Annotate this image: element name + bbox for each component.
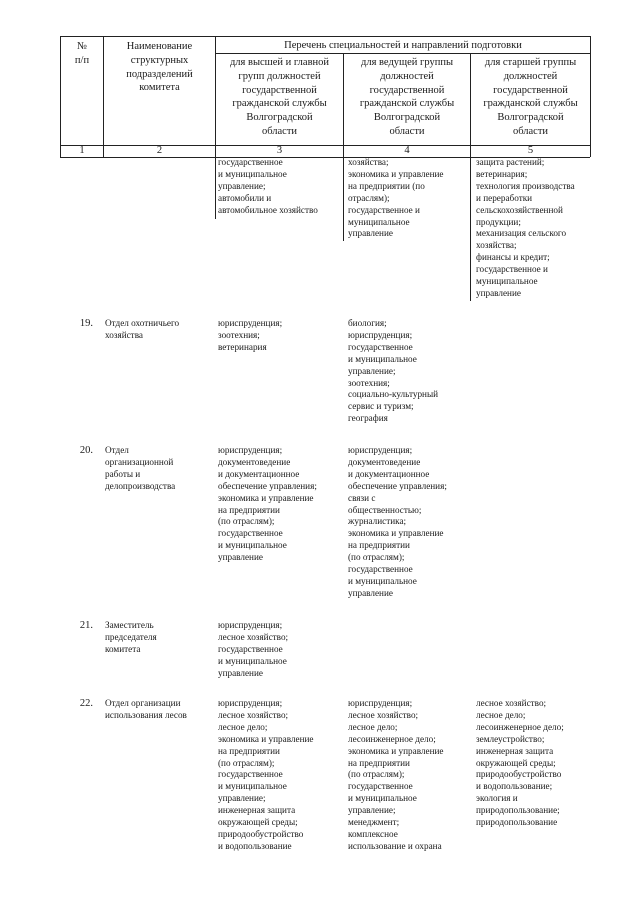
row-19-number: 19.: [79, 318, 93, 329]
row-20-name: Отдел организационной работы и делопроизводства: [105, 445, 176, 491]
header-highest-group: для высшей и главной групп должностей государственной гражданской службы Волгоградской области: [229, 57, 330, 137]
row-20-number: 20.: [79, 445, 93, 456]
table-right-border: [590, 36, 591, 157]
header-senior-group: для старшей группы должностей государственной гражданской службы Волгоградской области: [483, 57, 578, 137]
continuation-col5: защита растений; ветеринария; технология производства и переработки сельскохозяйственной продукции; механизация сельского хозяйства; финансы и кредит; государственное и муниципальное управление: [476, 157, 575, 298]
header-row-number: № п/п: [74, 41, 90, 66]
row-21-name: Заместитель председателя комитета: [105, 620, 157, 654]
header-leading-group: для ведущей группы должностей государственной гражданской службы Волгоградской области: [359, 57, 455, 137]
row-22-col5: лесное хозяйство; лесное дело; лесоинженерное дело; землеустройство; инженерная защита окружающей среды; природообустройство и водопользование; экология и природопользование; природопользование: [476, 698, 564, 828]
column-number-4: 4: [404, 145, 410, 156]
table-top-border: [60, 36, 590, 37]
row-19-col4: биология; юриспруденция; государственное и муниципальное управление; зоотехния; социально-культурный сервис и туризм; география: [348, 318, 439, 424]
row-19-col3: юриспруденция; зоотехния; ветеринария: [218, 318, 283, 352]
row-19-name: Отдел охотничьего хозяйства: [105, 318, 180, 340]
row-22-col3: юриспруденция; лесное хозяйство; лесное дело; экономика и управление на предприятии (по отраслям); государственное и муниципальное управление; инженерная защита окружающей среды; природообустройство и водопользование: [218, 698, 314, 851]
header-subdivision-name: Наименование структурных подразделений комитета: [126, 41, 193, 94]
col-divider-4-continued: [470, 157, 471, 301]
row-21-col3: юриспруденция; лесное хозяйство; государственное и муниципальное управление: [218, 620, 289, 678]
col-divider-3-continued: [343, 157, 344, 241]
column-number-2: 2: [156, 145, 163, 156]
row-22-name: Отдел организации использования лесов: [105, 698, 187, 720]
col-divider-2-continued: [215, 157, 216, 219]
column-number-1: 1: [79, 145, 85, 156]
column-number-3: 3: [276, 145, 283, 156]
header-specialties-group: Перечень специальностей и направлений подготовки: [284, 40, 522, 51]
group-header-underline: [215, 53, 590, 54]
row-22-number: 22.: [79, 698, 93, 709]
continuation-col3: государственное и муниципальное управление; автомобили и автомобильное хозяйство: [218, 157, 318, 215]
row-20-col3: юриспруденция; документоведение и документационное обеспечение управления; экономика и управление на предприятии (по отраслям); государственное и муниципальное управление: [218, 445, 317, 563]
continuation-col4: хозяйства; экономика и управление на предприятии (по отраслям); государственное и муниципальное управление: [348, 157, 444, 239]
row-20-col4: юриспруденция; документоведение и документационное обеспечение управления; связи с общественностью; журналистика; экономика и управление на предприятии (по отраслям); государственное и муниципальное управление: [348, 445, 447, 598]
column-number-5: 5: [527, 145, 534, 156]
row-21-number: 21.: [79, 620, 93, 631]
row-22-col4: юриспруденция; лесное хозяйство; лесное дело; лесоинженерное дело; экономика и управление на предприятии (по отраслям); государственное и муниципальное управление; менеджмент; комплексное использование и охрана: [348, 698, 444, 851]
